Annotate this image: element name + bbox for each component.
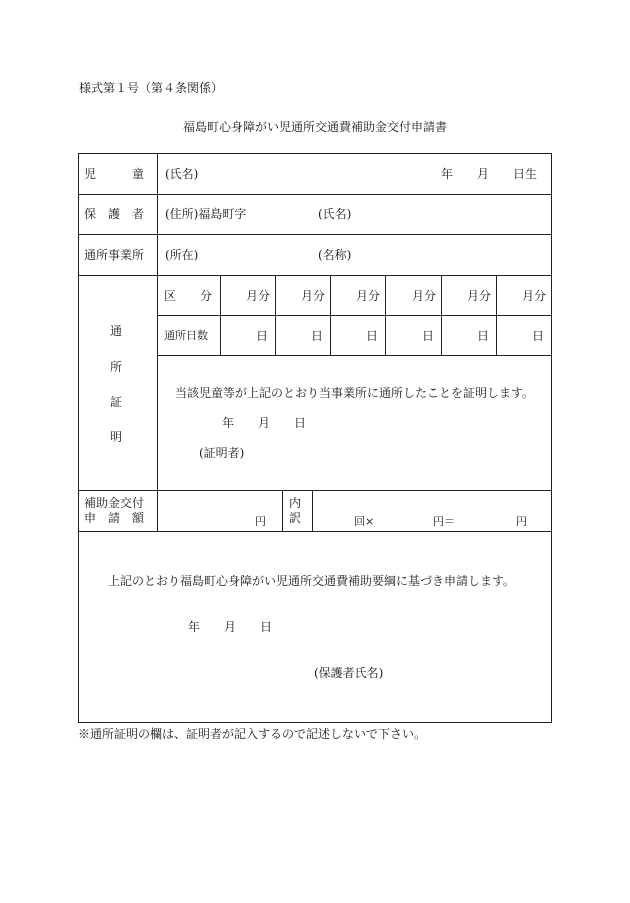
breakdown-unit-field[interactable]: 円＝ [433, 515, 455, 528]
days-cell-4[interactable]: 日 [421, 329, 434, 343]
form-number: 様式第１号（第４条関係） [79, 81, 224, 95]
month-cell-3[interactable]: 月分 [355, 289, 380, 303]
attendance-days-label: 通所日数 [164, 329, 208, 342]
breakdown-label-line2: 訳 [289, 511, 302, 525]
breakdown-times-field[interactable]: 回× [354, 515, 375, 528]
child-label: 児 童 [84, 167, 145, 181]
guardian-label: 保 護 者 [84, 207, 145, 221]
month-cell-1[interactable]: 月分 [245, 289, 270, 303]
breakdown-total-field[interactable]: 円 [516, 515, 527, 528]
days-cell-2[interactable]: 日 [310, 329, 323, 343]
child-dob-field[interactable]: 年 月 日生 [441, 167, 538, 181]
form-title: 福島町心身障がい児通所交通費補助金交付申請書 [182, 120, 447, 134]
attendance-label-char-1: 通 [109, 324, 122, 338]
certification-statement: 当該児童等が上記のとおり当事業所に通所したことを証明します。 [175, 386, 535, 400]
application-date[interactable]: 年 月 日 [188, 620, 273, 634]
attendance-label-char-3: 証 [109, 395, 122, 409]
breakdown-label-line1: 内 [289, 496, 302, 510]
guardian-signature-field[interactable]: (保護者氏名) [314, 666, 384, 680]
application-statement: 上記のとおり福島町心身障がい児通所交通費補助要綱に基づき申請します。 [108, 574, 516, 588]
days-cell-3[interactable]: 日 [365, 329, 378, 343]
days-cell-1[interactable]: 日 [255, 329, 268, 343]
certification-date[interactable]: 年 月 日 [222, 416, 307, 430]
facility-name-field[interactable]: (名称) [318, 248, 352, 262]
child-name-field[interactable]: (氏名) [165, 167, 199, 181]
guardian-name-field[interactable]: (氏名) [318, 207, 352, 221]
footnote: ※通所証明の欄は、証明者が記入するので記述しないで下さい。 [78, 727, 427, 741]
guardian-address-field[interactable]: (住所)福島町字 [165, 207, 247, 221]
subsidy-amount-field[interactable]: 円 [255, 515, 266, 528]
month-cell-4[interactable]: 月分 [411, 289, 436, 303]
attendance-label-char-2: 所 [109, 360, 122, 374]
month-cell-6[interactable]: 月分 [521, 289, 546, 303]
days-cell-6[interactable]: 日 [531, 329, 544, 343]
category-label: 区 分 [164, 289, 213, 303]
facility-label: 通所事業所 [84, 248, 145, 262]
facility-location-field[interactable]: (所在) [165, 248, 199, 262]
certifier-field[interactable]: (証明者) [199, 446, 245, 460]
month-cell-5[interactable]: 月分 [466, 289, 491, 303]
attendance-label-char-4: 明 [109, 430, 122, 444]
subsidy-label-line2: 申 請 額 [84, 511, 145, 525]
month-cell-2[interactable]: 月分 [300, 289, 325, 303]
subsidy-label-line1: 補助金交付 [84, 496, 145, 510]
days-cell-5[interactable]: 日 [476, 329, 489, 343]
